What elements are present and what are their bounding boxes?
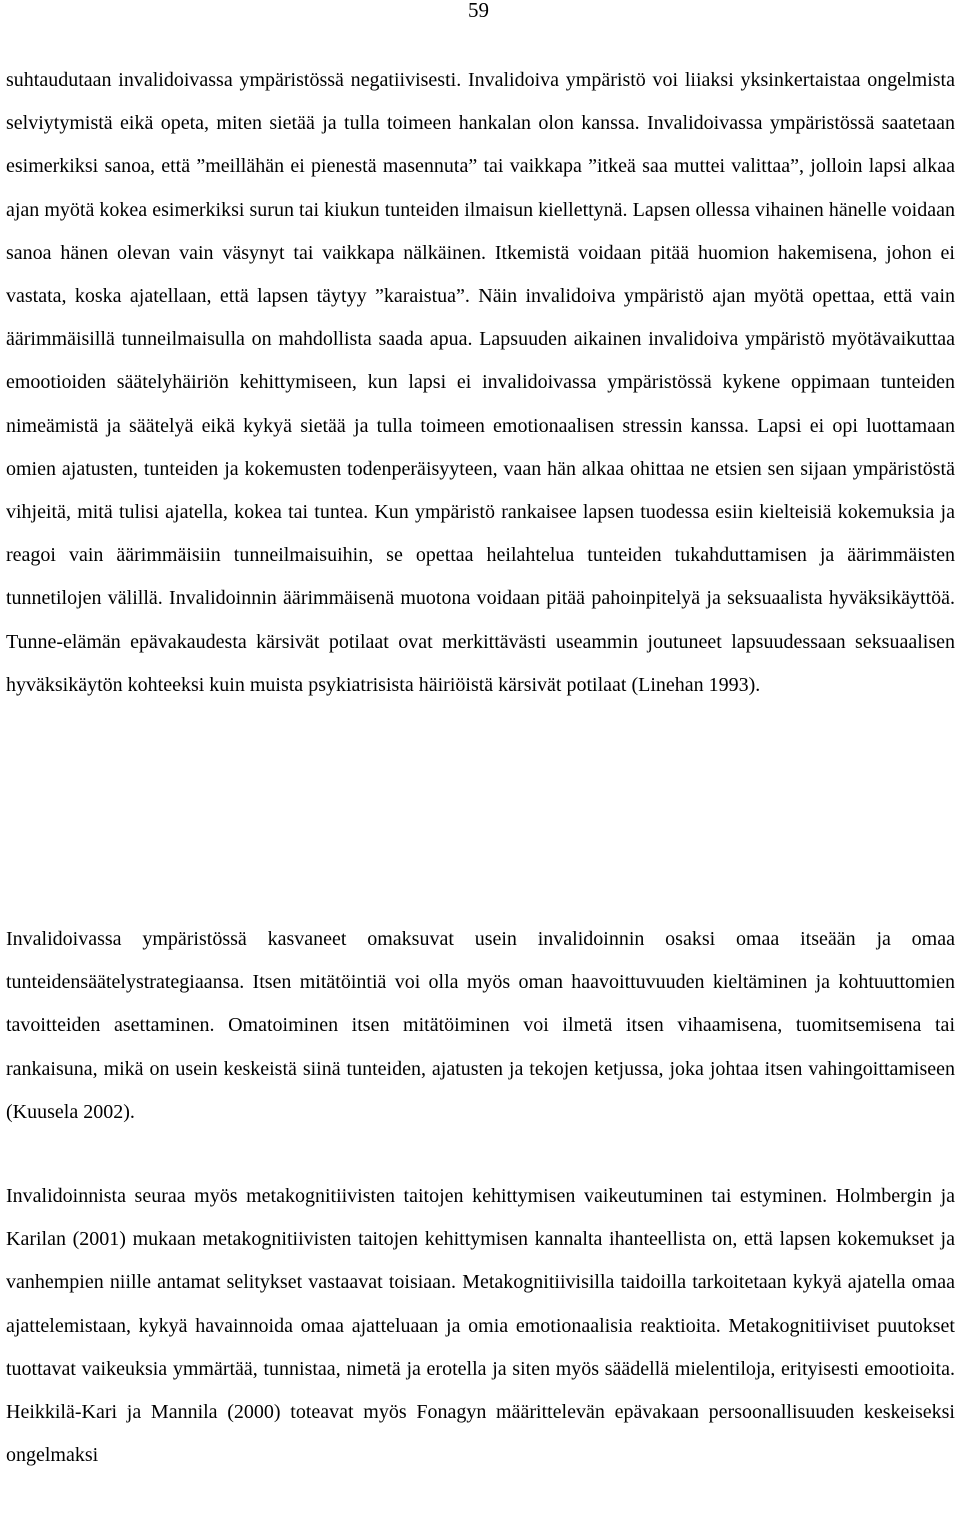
- body-paragraph-2: Invalidoivassa ympäristössä kasvaneet omaksuvat usein invalidoinnin osaksi omaa itseään ja omaa tunteidensäätelystrategiaansa. Itsen mitätöintiä voi olla myös oman haavoittuvuuden kieltäminen ja kohtuuttomien tavoitteiden asettaminen. Omatoiminen itsen mitätöiminen voi ilmetä itsen vihaamisena, tuomitsemisena tai rankaisuna, mikä on usein keskeistä siinä tunteiden, ajatusten ja tekojen ketjussa, joka johtaa itsen vahingoittamiseen (Kuusela 2002).: [6, 928, 955, 1123]
- body-paragraph-1: suhtaudutaan invalidoivassa ympäristössä negatiivisesti. Invalidoiva ympäristö voi liiaksi yksinkertaistaa ongelmista selviytymistä eikä opeta, miten sietää ja tulla toimeen hankalan olon kanssa. Invalidoivassa ympäristössä saatetaan esimerkiksi sanoa, että ”meillähän ei pienestä masennuta” tai vaikkapa ”itkeä saa muttei valittaa”, jolloin lapsi alkaa ajan myötä kokea esimerkiksi surun tai kiukun tunteiden ilmaisun kiellettynä. Lapsen ollessa vihainen hänelle voidaan sanoa hänen olevan vain väsynyt tai vaikkapa nälkäinen. Itkemistä voidaan pitää huomion hakemisena, johon ei vastata, koska ajatellaan, että lapsen täytyy ”karaistua”. Näin invalidoiva ympäristö ajan myötä opettaa, että vain äärimmäisillä tunneilmaisulla on mahdollista saada apua. Lapsuuden aikainen invalidoiva ympäristö myötävaikuttaa emootioiden säätelyhäiriön kehittymiseen, kun lapsi ei invalidoivassa ympäristössä kykene oppimaan tunteiden nimeämistä ja säätelyä eikä kykyä sietää ja tulla toimeen emotionaalisen stressin kanssa. Lapsi ei opi luottamaan omien ajatusten, tunteiden ja kokemusten todenperäisyyteen, vaan hän alkaa ohittaa ne etsien sen sijaan ympäristöstä vihjeitä, mitä tulisi ajatella, kokea tai tuntea. Kun ympäristö rankaisee lapsen tuodessa esiin kielteisiä kokemuksia ja reagoi vain äärimmäisiin tunneilmaisuihin, se opettaa heilahtelua tunteiden tukahduttamisen ja äärimmäisten tunnetilojen välillä. Invalidoinnin äärimmäisenä muotona voidaan pitää pahoinpitelyä ja seksuaalista hyväksikäyttöä. Tunne-elämän epävakaudesta kärsivät potilaat ovat merkittävästi useammin joutuneet lapsuudessaan seksuaalisen hyväksikäytön kohteeksi kuin muista psykiatrisista häiriöistä kärsivät potilaat (Linehan 1993).: [6, 69, 955, 696]
- page-number: 59: [468, 0, 489, 22]
- body-paragraph-3: Invalidoinnista seuraa myös metakognitiivisten taitojen kehittymisen vaikeutuminen tai estyminen. Holmbergin ja Karilan (2001) mukaan metakognitiivisten taitojen kehittymisen kannalta ihanteellista on, että lapsen kokemukset ja vanhempien niille antamat selitykset vastaavat toisiaan. Metakognitiivisilla taidoilla tarkoitetaan kykyä ajatella omaa ajattelemistaan, kykyä havainnoida omaa ajatteluaan ja omia emotionaalisia reaktioita. Metakognitiiviset puutokset tuottavat vaikeuksia ymmärtää, tunnistaa, nimetä ja erotella ja siten myös säädellä mielentiloja, erityisesti emootioita. Heikkilä-Kari ja Mannila (2000) toteavat myös Fonagyn määrittelevän epävakaan persoonallisuuden keskeiseksi ongelmaksi: [6, 1185, 955, 1467]
